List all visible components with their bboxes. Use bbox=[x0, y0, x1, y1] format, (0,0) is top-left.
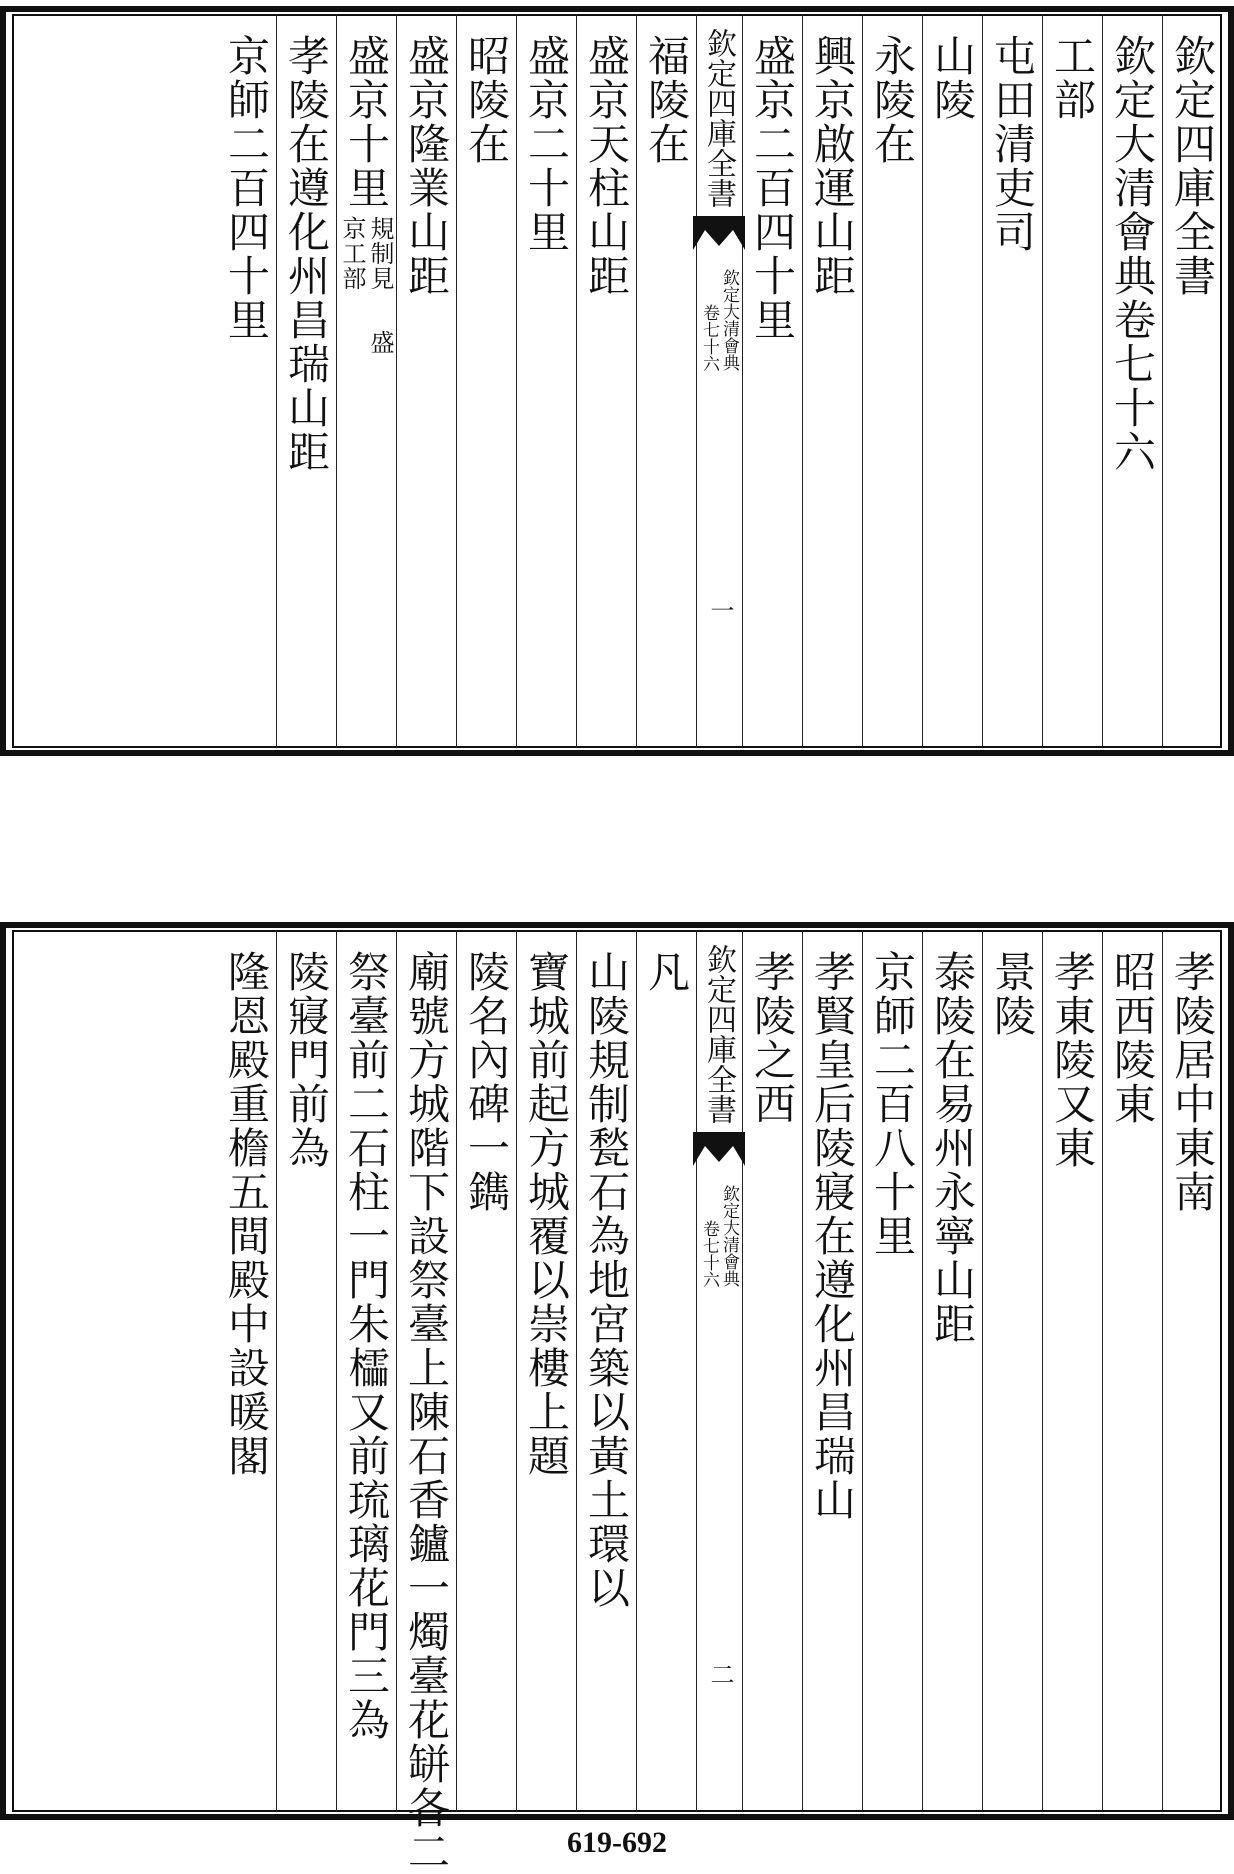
fish-tail-mark-icon bbox=[693, 1132, 745, 1166]
center-column-book-title: 欽定大清會典 bbox=[719, 1185, 739, 1287]
text-column: 昭陵在 bbox=[462, 34, 511, 166]
text-column: 孝陵之西 bbox=[748, 950, 797, 1126]
center-column-title: 欽定四庫全書 bbox=[701, 28, 736, 208]
text-column: 陵寢門前為 bbox=[282, 950, 331, 1170]
text-column: 福陵在 bbox=[642, 34, 691, 166]
text-column: 泰陵在易州永寧山距 bbox=[928, 950, 977, 1346]
text-column: 欽定大清會典卷七十六 bbox=[1108, 34, 1157, 474]
center-column-page-number: 二 bbox=[706, 1662, 734, 1687]
fish-tail-mark-icon bbox=[693, 216, 745, 250]
annotation-note-left: 京工部 bbox=[338, 216, 366, 291]
center-column-volume: 卷七十六 bbox=[699, 304, 719, 372]
text-column: 孝東陵又東 bbox=[1048, 950, 1097, 1170]
page-footer-code: 619-692 bbox=[567, 1826, 667, 1859]
text-column: 山陵 bbox=[928, 34, 977, 122]
center-column-page-number: 一 bbox=[706, 598, 734, 623]
text-column: 盛京二十里 bbox=[522, 34, 571, 254]
text-column: 景陵 bbox=[988, 950, 1037, 1038]
text-column: 孝陵在遵化州昌瑞山距 bbox=[282, 34, 331, 474]
text-column: 工部 bbox=[1048, 34, 1097, 122]
text-column: 盛京天柱山距 bbox=[582, 34, 631, 298]
center-column-title: 欽定四庫全書 bbox=[701, 944, 736, 1124]
page-1 bbox=[0, 0, 1234, 760]
text-column: 盛京十里 bbox=[342, 34, 391, 210]
text-column: 凡 bbox=[642, 950, 691, 994]
text-column: 寶城前起方城覆以崇樓上題 bbox=[522, 950, 571, 1478]
text-column: 盛京隆業山距 bbox=[402, 34, 451, 298]
text-column: 陵名內碑一鐫 bbox=[462, 950, 511, 1214]
annotation-note-right: 規制見 bbox=[366, 216, 394, 291]
text-column: 祭臺前二石柱一門朱櫺又前琉璃花門三為 bbox=[342, 950, 391, 1742]
text-column: 屯田清吏司 bbox=[988, 34, 1037, 254]
text-column: 山陵規制甃石為地宮築以黃土環以 bbox=[582, 950, 631, 1610]
text-column: 隆恩殿重檐五間殿中設暖閣 bbox=[222, 950, 271, 1478]
center-column-volume: 卷七十六 bbox=[699, 1220, 719, 1288]
annotation-note-end: 盛 bbox=[366, 330, 394, 355]
text-column: 孝賢皇后陵寢在遵化州昌瑞山 bbox=[808, 950, 857, 1522]
text-column: 廟號方城階下設祭臺上陳石香鑪一燭臺花缾各二 bbox=[402, 950, 451, 1874]
text-column: 孝陵居中東南 bbox=[1168, 950, 1217, 1214]
page-1-text-columns bbox=[12, 14, 1222, 748]
center-column-book-title: 欽定大清會典 bbox=[719, 269, 739, 371]
text-column: 興京啟運山距 bbox=[808, 34, 857, 298]
text-column: 京師二百四十里 bbox=[222, 34, 271, 342]
text-column: 昭西陵東 bbox=[1108, 950, 1157, 1126]
text-column: 盛京二百四十里 bbox=[748, 34, 797, 342]
text-column: 京師二百八十里 bbox=[868, 950, 917, 1258]
text-column: 欽定四庫全書 bbox=[1168, 34, 1217, 298]
text-column: 永陵在 bbox=[868, 34, 917, 166]
